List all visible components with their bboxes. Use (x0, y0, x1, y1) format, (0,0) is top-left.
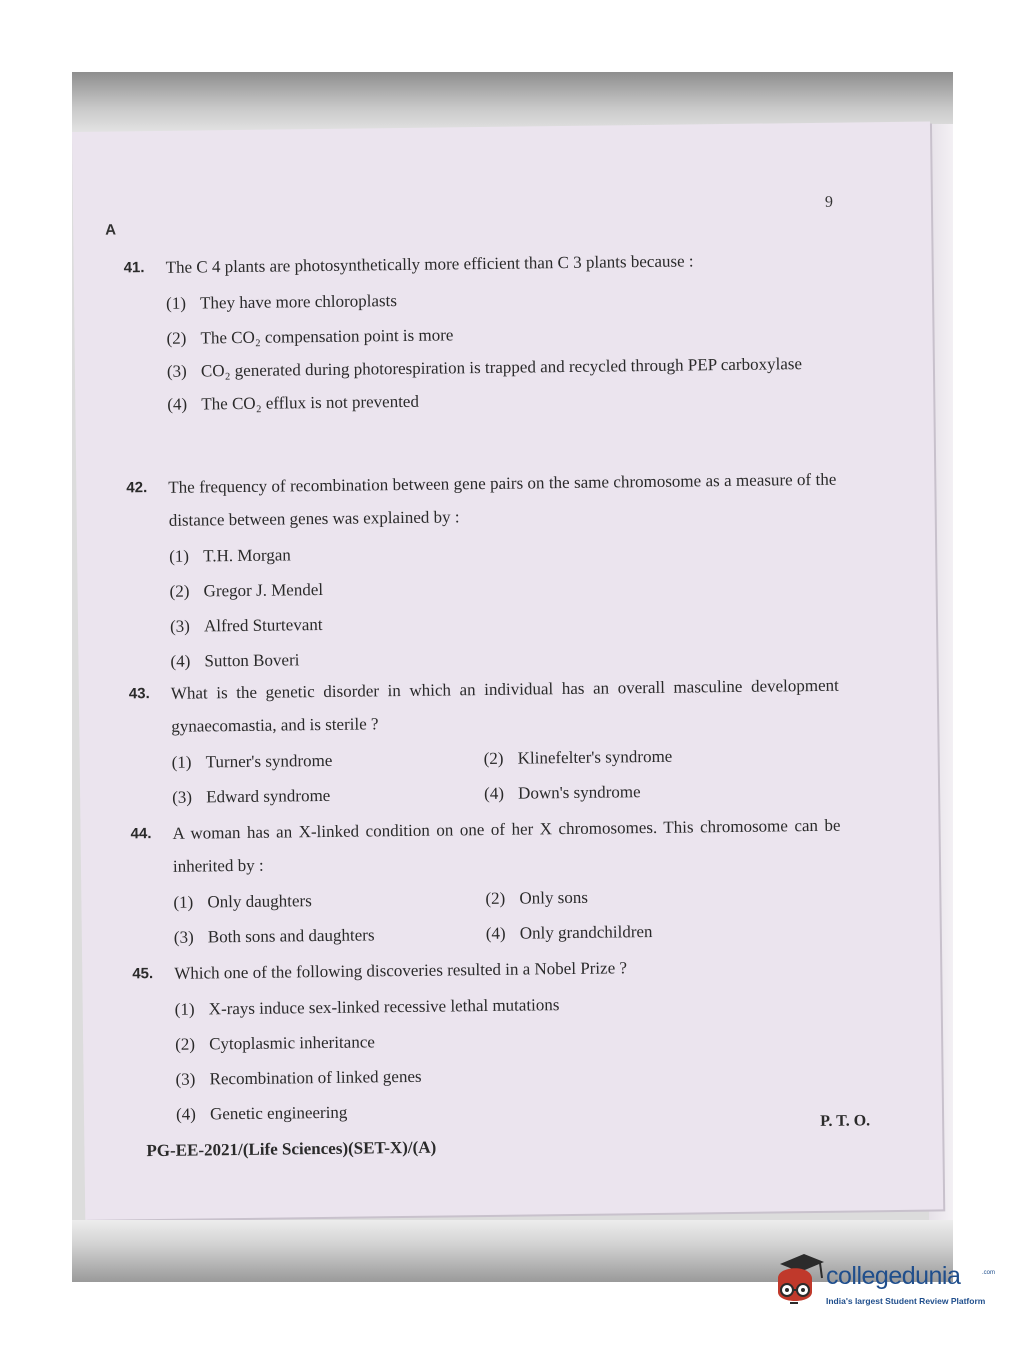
option: (1) Only daughters (173, 891, 312, 912)
option: (1) They have more chloroplasts (165, 291, 398, 313)
question-number: 41. (123, 259, 145, 277)
option: (2) Only sons (485, 887, 588, 909)
option: (2) The CO₂ compensation point is more (166, 325, 454, 348)
mascot-icon (770, 1248, 826, 1312)
page-number: 9 (824, 193, 834, 211)
question-text: Which one of the following discoveries resulted in a Nobel Prize ? (174, 958, 628, 983)
question-number: 44. (130, 825, 152, 843)
pto-label: P. T. O. (820, 1112, 871, 1130)
option: (3) Recombination of linked genes (175, 1066, 422, 1089)
question-45 (132, 949, 844, 1133)
logo-suffix: .com (982, 1270, 996, 1276)
options (171, 737, 840, 815)
question-number: 43. (128, 685, 150, 703)
option: (2) Cytoplasmic inheritance (175, 1032, 375, 1054)
question-text: The frequency of recombination between gene pairs on the same chromosome as a measure of the distance between genes was explained by : (168, 469, 837, 530)
option: (3) Alfred Sturtevant (169, 614, 323, 636)
set-letter: A (105, 221, 117, 239)
question-number: 45. (132, 965, 154, 983)
question-44 (130, 809, 842, 956)
paper-code: PG-EE-2021/(Life Sciences)(SET-X)/(A) (146, 1137, 437, 1161)
option: (1) T.H. Morgan (169, 545, 291, 566)
option: (1) Turner's syndrome (171, 750, 333, 772)
options (166, 278, 836, 422)
collegedunia-logo (770, 1248, 1000, 1318)
option: (4) Sutton Boveri (170, 650, 300, 671)
question-text: A woman has an X-linked condition on one of her X chromosomes. This chromosome can be inherited by : (172, 815, 841, 876)
option: (4) The CO₂ efflux is not prevented (167, 391, 420, 414)
option: (2) Klinefelter's syndrome (483, 746, 673, 769)
question-43 (129, 669, 841, 816)
option: (3) Edward syndrome (172, 785, 331, 807)
option: (2) Gregor J. Mendel (169, 579, 324, 601)
logo-tagline: India's largest Student Review Platform (826, 1296, 986, 1306)
question-number: 42. (126, 479, 148, 497)
option: (4) Genetic engineering (175, 1102, 348, 1124)
options (173, 877, 842, 955)
exam-sheet (72, 122, 943, 1220)
options (169, 531, 839, 679)
question-41 (123, 243, 835, 423)
option: (4) Only grandchildren (485, 921, 653, 944)
option: (1) X-rays induce sex-linked recessive lethal mutations (174, 995, 560, 1019)
question-text: What is the genetic disorder in which an individual has an overall masculine development gynaecomastia, and is sterile ? (170, 675, 839, 736)
option: (3) CO₂ generated during photorespiration is trapped and recycled through PEP carboxylase (166, 354, 803, 381)
options (175, 984, 845, 1132)
question-42 (126, 463, 838, 680)
logo-wordmark: collegedunia (826, 1262, 961, 1290)
option: (3) Both sons and daughters (173, 925, 375, 947)
scanned-page (72, 72, 953, 1282)
question-text: The C 4 plants are photosynthetically more efficient than C 3 plants because : (165, 251, 694, 277)
option: (4) Down's syndrome (483, 782, 641, 804)
